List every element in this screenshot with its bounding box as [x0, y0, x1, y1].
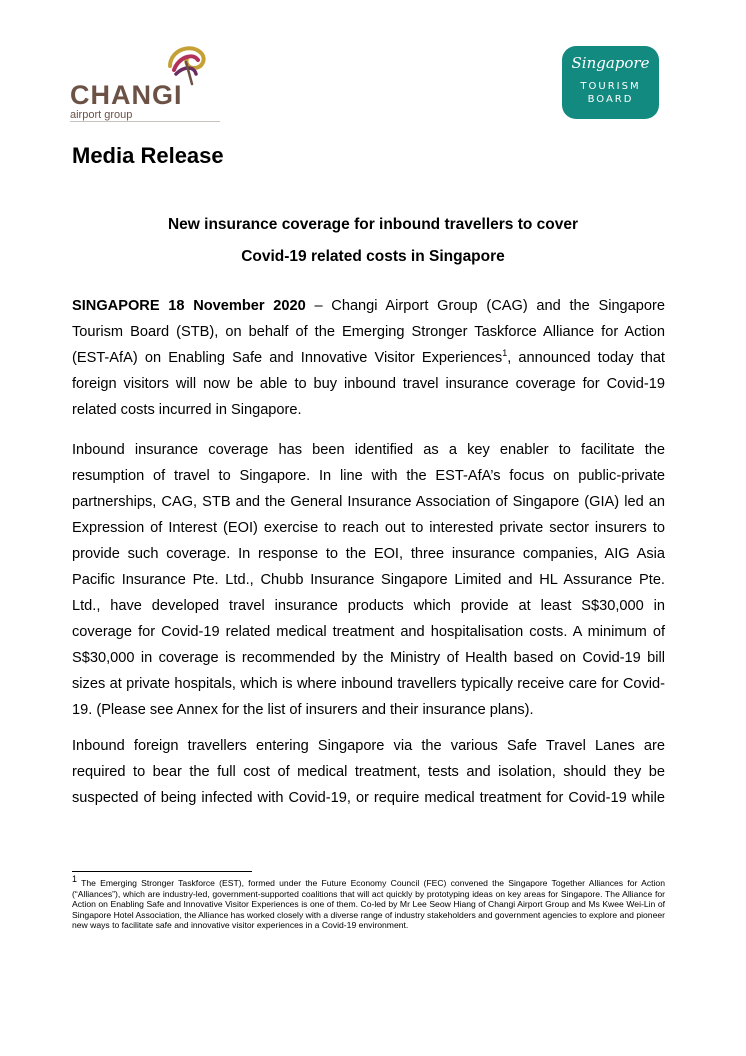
changi-wordmark: CHANGI	[70, 80, 183, 110]
footnote-reference: 1	[502, 348, 508, 359]
footnote-text: The Emerging Stronger Taskforce (EST), formed under the Future Economy Council (FEC) convened the Singapore Together Alliances for Action (“Alliances”), which are industry-led, government-supported coalitions that will act quickly by prototyping ideas on key areas for Singapore. The Alliance for Action on Enabling Safe and Innovative Visitor Experiences is one of them. Co-led by Mr Lee Seow Hiang of Changi Airport Group and Ms Kwee Wei-Lin of Singapore Hotel Association, the Alliance has worked closely with a diverse range of industry stakeholders and government agencies to explore and pioneer new ways to facilitate safe and innovative visitor experiences in a Covid-19 environment.	[72, 878, 665, 930]
body-paragraph-2: Inbound insurance coverage has been identified as a key enabler to facilitate the resumption of travel to Singapore. In line with the EST-AfA’s focus on public-private partnerships, CAG, STB and the General Insurance Association of Singapore (GIA) led an Expression of Interest (EOI) exercise to reach out to interested private sector insurers to provide such coverage. In response to the EOI, three insurance companies, AIG Asia Pacific Insurance Pte. Ltd., Chubb Insurance Singapore Limited and HL Assurance Pte. Ltd., have developed travel insurance products which provide at least S$30,000 in coverage for Covid-19 related medical treatment and hospitalisation costs. A minimum of S$30,000 in coverage is recommended by the Ministry of Health based on Covid-19 bill sizes at private hospitals, which is where inbound travellers typically receive care for Covid-19. (Please see Annex for the list of insurers and their insurance plans).	[72, 442, 665, 718]
changi-airport-group-logo	[70, 40, 220, 122]
footnote-separator	[72, 871, 252, 872]
singapore-tourism-board-logo	[562, 46, 659, 119]
stb-script-text: Singapore	[571, 54, 650, 72]
changi-logo-underline	[70, 121, 220, 122]
headline-line-1: New insurance coverage for inbound travellers to cover	[167, 216, 579, 233]
headline-line-2: Covid-19 related costs in Singapore	[241, 248, 505, 265]
footnote-marker: 1	[72, 874, 78, 885]
stb-line-tourism: TOURISM	[580, 81, 641, 92]
stb-line-board: BOARD	[587, 94, 634, 105]
body-paragraph-1	[72, 293, 665, 423]
body-paragraph-3: Inbound foreign travellers entering Singapore via the various Safe Travel Lanes are required to bear the full cost of medical treatment, tests and isolation, should they be suspected of being infected with Covid-19, or require medical treatment for Covid-19 while	[72, 738, 665, 806]
footnote	[72, 874, 665, 931]
dateline: SINGAPORE 18 November 2020	[72, 298, 306, 314]
paragraph-1-text-b: , announced today that foreign visitors will now be able to buy inbound travel insurance coverage for Covid-19 related costs incurred in Singapore.	[72, 350, 665, 418]
paragraph-1-text-a: – Changi Airport Group (CAG) and the Singapore Tourism Board (STB), on behalf of the Emerging Stronger Taskforce Alliance for Action (EST-AfA) on Enabling Safe and Innovative Visitor Experiences	[72, 298, 666, 366]
page-title: Media Release	[72, 143, 224, 168]
changi-subtitle: airport group	[70, 109, 133, 121]
